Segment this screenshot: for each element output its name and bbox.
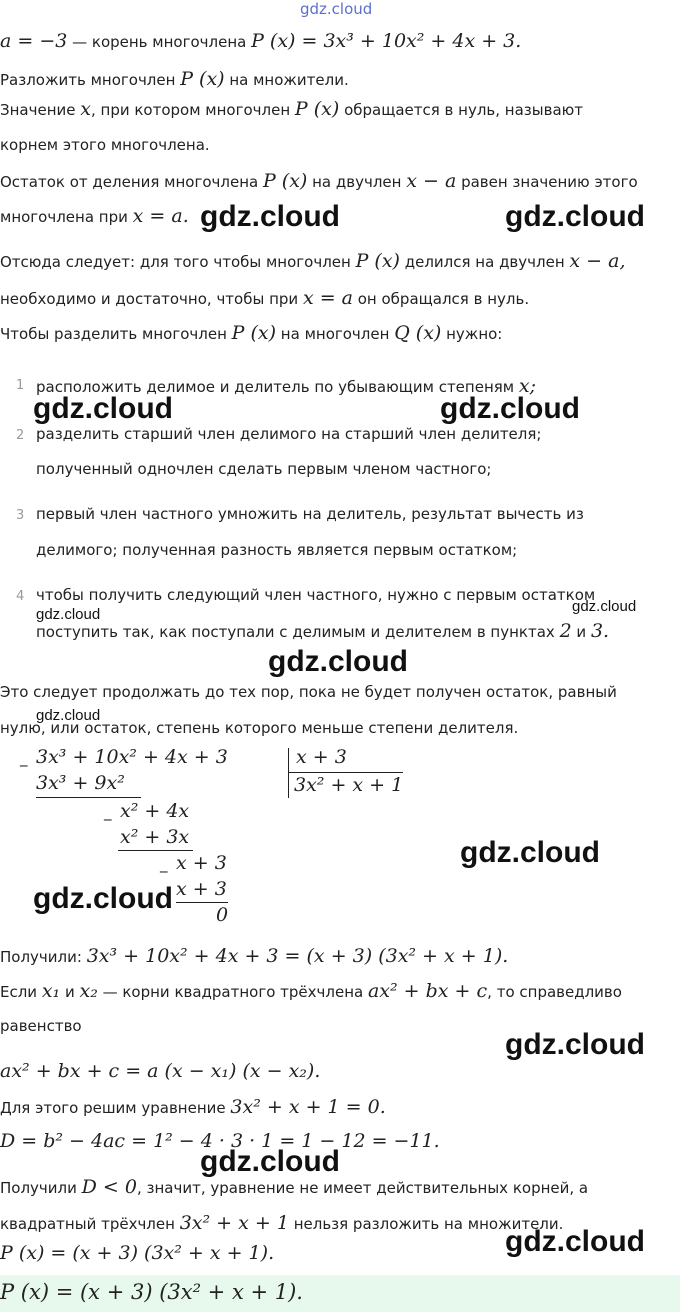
watermark: gdz.cloud (36, 707, 101, 724)
definition-line1 (0, 98, 583, 120)
conc-text2: , значит, уравнение не имеет действительных корней, а (136, 1179, 589, 1197)
discriminant: D = b² − 4ac = 1² − 4 · 3 · 1 = 1 − 12 = −11. (0, 1130, 440, 1152)
cons-text2: делился на двучлен (399, 253, 570, 271)
step-2-line1: разделить старший член делимого на старший член делителя; (36, 425, 542, 443)
step-number-4: 4 (16, 589, 25, 604)
div-remainder-1: x² + 4x (120, 800, 190, 822)
task-text: Разложить многочлен (0, 71, 181, 89)
root-value: a = −3 (0, 30, 68, 52)
watermark: gdz.cloud (200, 200, 340, 233)
polynomial: P (x) = 3x³ + 10x² + 4x + 3. (251, 30, 522, 52)
consequence-line2 (0, 287, 529, 309)
div-dividend: 3x³ + 10x² + 4x + 3 (36, 746, 228, 768)
continue-line1: Это следует продолжать до тех пор, пока не будет получен остаток, равный (0, 683, 617, 701)
conc-math1: D < 0 (81, 1176, 137, 1198)
task-math: P (x) (180, 68, 225, 90)
div-remainder-2: x + 3 (176, 852, 227, 874)
step-4-and: и (571, 623, 591, 641)
watermark: gdz.cloud (36, 606, 101, 623)
roots-text2: — корни квадратного трёхчлена (97, 983, 368, 1001)
div-rule-3 (176, 902, 228, 903)
roots-text1: Если (0, 983, 42, 1001)
factorization-formula: ax² + bx + c = a (x − x₁) (x − x₂). (0, 1060, 321, 1082)
answer-math: P (x) = (x + 3) (3x² + x + 1). (0, 1280, 303, 1304)
rem-text3: равен значению этого (456, 173, 638, 191)
step-number-1: 1 (16, 378, 25, 393)
rem-text2: на двучлен (307, 173, 407, 191)
solve-line (0, 1096, 386, 1118)
definition-line2 (0, 136, 210, 154)
final-factorization: P (x) = (x + 3) (3x² + x + 1). (0, 1242, 275, 1264)
div-final-remainder: 0 (216, 904, 229, 926)
div-text2: на многочлен (276, 325, 395, 343)
step-4-math1: 2 (559, 620, 572, 642)
solve-math: 3x² + x + 1 = 0. (230, 1096, 386, 1118)
root-text: — корень многочлена (67, 33, 252, 51)
watermark-top: gdz.cloud (300, 0, 373, 18)
cons-math3: x = a (302, 287, 353, 309)
def-text3: обращается в нуль, называют (339, 101, 584, 119)
div-subtrahend-3: x + 3 (176, 878, 227, 900)
div-divisor: x + 3 (296, 746, 347, 768)
conc-text4: нельзя разложить на множители. (288, 1215, 564, 1233)
watermark: gdz.cloud (33, 392, 173, 425)
roots-line (0, 980, 622, 1002)
def-text2: , при котором многочлен (90, 101, 295, 119)
continue-line2: нулю, или остаток, степень которого меньше степени делителя. (0, 719, 519, 737)
div-math2: Q (x) (394, 322, 442, 344)
conclusion-line1 (0, 1176, 588, 1198)
cons-math2: x − a, (569, 250, 626, 272)
div-rule-1 (36, 797, 141, 798)
result-text: Получили: (0, 948, 87, 966)
division-intro (0, 322, 502, 344)
task-text2: на множители. (224, 71, 349, 89)
step-3-line2: делимого; полученная разность является первым остатком; (36, 541, 518, 559)
result-line (0, 945, 508, 967)
rem-text4: многочлена при (0, 208, 133, 226)
conc-text1: Получили (0, 1179, 82, 1197)
cons-math1: P (x) (355, 250, 400, 272)
watermark: gdz.cloud (440, 392, 580, 425)
step-number-2: 2 (16, 428, 25, 443)
rem-text1: Остаток от деления многочлена (0, 173, 263, 191)
step-4-line1: чтобы получить следующий член частного, нужно с первым остатком (36, 586, 596, 604)
conc-text3: квадратный трёхчлен (0, 1215, 180, 1233)
div-math1: P (x) (231, 322, 277, 344)
div-text3: нужно: (441, 325, 503, 343)
div-bracket-vertical (288, 748, 289, 772)
def-text4: корнем этого многочлена. (0, 136, 210, 154)
cons-text4: он обращался в нуль. (352, 290, 530, 308)
step-4-text: поступить так, как поступали с делимым и делителем в пунктах (36, 623, 560, 641)
rem-math1: P (x) (262, 170, 308, 192)
div-minus-1: _ (20, 749, 28, 767)
watermark: gdz.cloud (200, 1145, 340, 1178)
div-minus-2: _ (104, 803, 112, 821)
root-statement (0, 30, 521, 52)
div-bracket-vertical-2 (288, 772, 289, 798)
def-math1: x (80, 98, 91, 120)
def-text1: Значение (0, 101, 81, 119)
watermark: gdz.cloud (33, 882, 173, 915)
div-minus-3: _ (160, 855, 168, 873)
div-text1: Чтобы разделить многочлен (0, 325, 232, 343)
roots-x2: x₂ (79, 980, 98, 1002)
watermark: gdz.cloud (460, 836, 600, 869)
rem-math2: x − a (406, 170, 457, 192)
div-rule-2 (118, 850, 193, 851)
remainder-line2 (0, 205, 189, 227)
consequence-line1 (0, 250, 626, 272)
step-4-line2 (36, 620, 609, 642)
cons-text3: необходимо и достаточно, чтобы при (0, 290, 303, 308)
roots-text3: , то справедливо (487, 983, 622, 1001)
watermark: gdz.cloud (268, 645, 408, 678)
task-statement (0, 68, 349, 90)
div-subtrahend-2: x² + 3x (120, 826, 190, 848)
watermark: gdz.cloud (505, 1028, 645, 1061)
def-math2: P (x) (294, 98, 340, 120)
watermark: gdz.cloud (505, 1225, 645, 1258)
div-bracket-horizontal (288, 772, 403, 773)
div-subtrahend-1: 3x³ + 9x² (36, 772, 125, 794)
answer-box (0, 1275, 680, 1312)
step-number-3: 3 (16, 508, 25, 523)
remainder-line1 (0, 170, 638, 192)
roots-trinomial: ax² + bx + c (367, 980, 488, 1002)
step-1-text: расположить делимое и делитель по убывающим степеням (36, 378, 519, 396)
roots-and: и (60, 983, 80, 1001)
step-4-math2: 3. (590, 620, 610, 642)
result-math: 3x³ + 10x² + 4x + 3 = (x + 3) (3x² + x + 1). (86, 945, 509, 967)
rem-math3: x = a. (132, 205, 189, 227)
equality-word: равенство (0, 1017, 82, 1035)
conclusion-line2 (0, 1212, 563, 1234)
div-quotient: 3x² + x + 1 (294, 774, 404, 796)
step-3-line1: первый член частного умножить на делитель, результат вычесть из (36, 505, 584, 523)
solve-text: Для этого решим уравнение (0, 1099, 231, 1117)
conc-math2: 3x² + x + 1 (179, 1212, 289, 1234)
cons-text1: Отсюда следует: для того чтобы многочлен (0, 253, 356, 271)
watermark: gdz.cloud (572, 598, 637, 615)
roots-x1: x₁ (41, 980, 61, 1002)
watermark: gdz.cloud (505, 200, 645, 233)
step-1-math: x; (518, 375, 536, 397)
step-2-line2: полученный одночлен сделать первым членом частного; (36, 460, 492, 478)
